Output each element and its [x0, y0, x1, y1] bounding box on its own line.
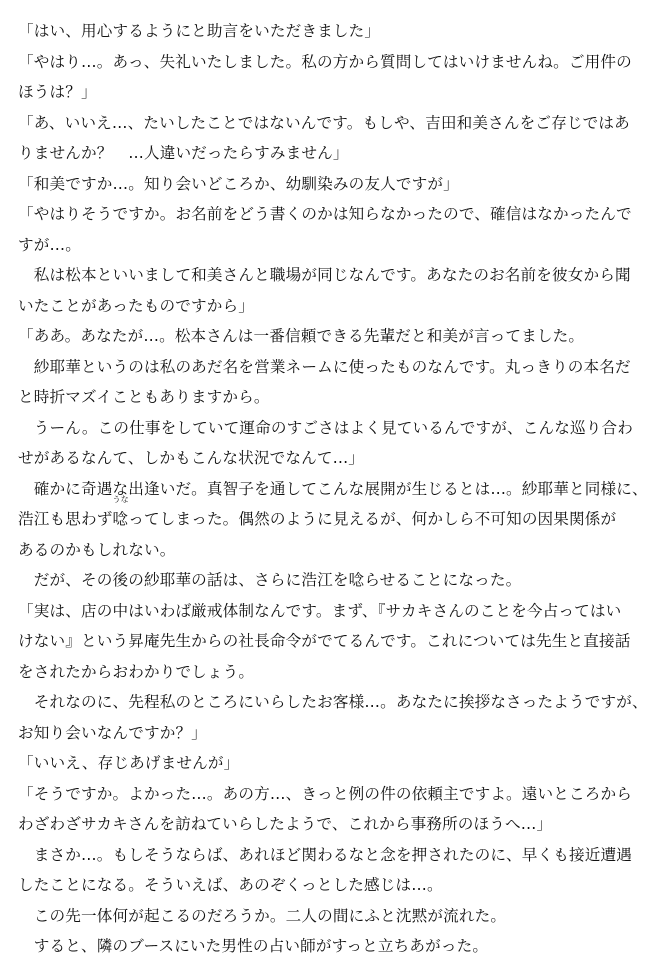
text-line: あるのかもしれない。: [18, 540, 176, 559]
text-line: それなのに、先程私のところにいらしたお客様…。あなたに挨拶なさったようですが、: [18, 693, 648, 711]
ruby-reading: うな: [112, 495, 129, 504]
text-line: 「ああ。あなたが…。松本さんは一番信頼できる先輩だと和美が言ってました。: [18, 327, 585, 345]
text-line-with-ruby: [18, 495, 617, 535]
text-line: わざわざサカキさんを訪ねていらしたようで、これから事務所のほうへ…」: [18, 815, 553, 833]
text-line: 「そうですか。よかった…。あの方…、きっと例の件の依頼主ですよ。遠いところから: [18, 784, 633, 803]
text-line: 「和美ですか…。知り会いどころか、幼馴染みの友人ですが」: [18, 174, 459, 193]
text-line: 紗耶華というのは私のあだ名を営業ネームに使ったものなんです。丸っきりの本名だ: [18, 357, 631, 376]
text-line: したことになる。そういえば、あのぞくっとした感じは…。: [18, 876, 443, 894]
text-line: けない』という昇庵先生からの社長命令がでてるんです。これについては先生と直接話: [18, 632, 631, 650]
text-line: すると、隣のブースにいた男性の占い師がすっと立ちあがった。: [18, 937, 489, 955]
text-line: この先一体何が起こるのだろうか。二人の間にふと沈黙が流れた。: [18, 906, 507, 925]
text-line: 「あ、いいえ…、たいしたことではないんです。もしや、吉田和美さんをご存じではあ: [18, 113, 630, 132]
text-line: りませんか？ …人違いだったらすみません」: [18, 144, 349, 162]
ruby-annotated-word: [112, 495, 129, 528]
text-line: 私は松本といいまして和美さんと職場が同じなんです。あなたのお名前を彼女から聞: [18, 266, 631, 284]
ruby-line-after: ってしまった。偶然のように見えるが、何かしら不可知の因果関係が: [128, 510, 617, 528]
text-line: 「実は、店の中はいわば厳戒体制なんです。まず、『サカキさんのことを今占ってはい: [18, 601, 622, 620]
text-line: せがあるなんて、しかもこんな状況でなんて…」: [18, 449, 365, 467]
text-line: 確かに奇遇な出逢いだ。真智子を通してこんな展開が生じるとは…。紗耶華と同様に、: [18, 479, 648, 498]
text-line: と時折マズイこともありますから。: [18, 388, 270, 406]
text-line: 「やはり…。あっ、失礼いたしました。私の方から質問してはいけませんね。ご用件の: [18, 52, 632, 71]
text-line: 「やはりそうですか。お名前をどう書くのかは知らなかったので、確信はなかったんで: [18, 205, 632, 223]
text-line: をされたからおわかりでしょう。: [18, 662, 255, 681]
text-line: うーん。この仕事をしていて運命のすごさはよく見ているんですが、こんな巡り合わ: [18, 418, 633, 437]
text-line: ほうは？」: [18, 83, 97, 101]
text-line: すが…。: [18, 235, 81, 254]
text-line: 「はい、用心するようにと助言をいただきました」: [18, 22, 381, 40]
text-line: 「いいえ、存じあげませんが」: [18, 754, 240, 772]
text-line: だが、その後の紗耶華の話は、さらに浩江を唸らせることになった。: [18, 571, 522, 589]
text-line: まさか…。もしそうならば、あれほど関わるなと念を押されたのに、早くも接近遭遇: [18, 845, 633, 864]
text-line: お知り会いなんですか？」: [18, 723, 207, 742]
ruby-base: 唸: [112, 510, 129, 528]
ruby-line-before: 浩江も思わず: [18, 510, 113, 528]
text-line: いたことがあったものですから」: [18, 296, 255, 315]
